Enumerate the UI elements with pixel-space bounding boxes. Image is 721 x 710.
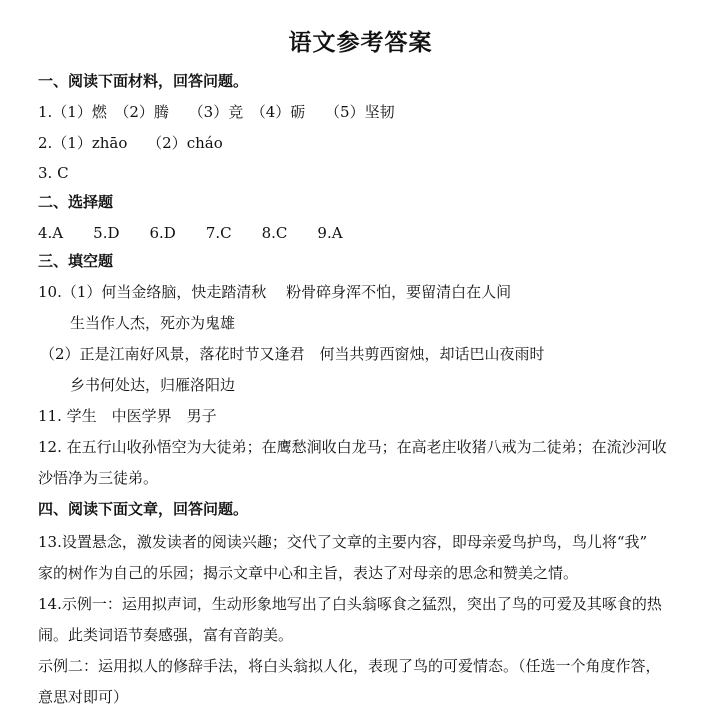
answer-q10-line-1: 10.（1）何当金络脑，快走踏清秋 粉骨碎身浑不怕，要留清白在人间 (38, 283, 512, 301)
section-4-heading: 四、阅读下面文章，回答问题。 (38, 500, 249, 518)
answer-q13-line-2: 家的树作为自己的乐园；揭示文章中心和主旨，表达了对母亲的思念和赞美之情。 (38, 564, 579, 582)
answer-q1: 1.（1）燃 （2）腾 （3）竞 （4）砺 （5）坚韧 (38, 103, 395, 121)
answer-q14-line-3: 示例二：运用拟人的修辞手法，将白头翁拟人化，表现了鸟的可爱情态。（任选一个角度作答， (38, 657, 661, 675)
answer-q12-line-1: 12. 在五行山收孙悟空为大徒弟；在鹰愁涧收白龙马；在高老庄收猪八戒为二徒弟；在流沙河收 (38, 438, 667, 456)
page-title: 语文参考答案 (288, 30, 433, 56)
answer-q10-line-3: （2）正是江南好风景，落花时节又逢君 何当共剪西窗烛，却话巴山夜雨时 (40, 345, 545, 363)
answer-q2: 2.（1）zhāo （2）cháo (38, 134, 223, 152)
section-2-heading: 二、选择题 (38, 193, 114, 211)
answer-q10-line-4: 乡书何处达，归雁洛阳边 (70, 376, 236, 394)
answer-q14-line-4: 意思对即可） (38, 688, 129, 706)
answer-q12-line-2: 沙悟净为三徒弟。 (38, 469, 159, 487)
section-1-heading: 一、阅读下面材料，回答问题。 (38, 72, 249, 90)
answer-q14-line-2: 闹。此类词语节奏感强，富有音韵美。 (38, 626, 294, 644)
answer-q10-line-2: 生当作人杰，死亦为鬼雄 (70, 314, 236, 332)
answer-q13-line-1: 13.设置悬念，激发读者的阅读兴趣；交代了文章的主要内容，即母亲爱鸟护鸟，鸟儿将“我” (38, 533, 648, 551)
answer-q14-line-1: 14.示例一：运用拟声词，生动形象地写出了白头翁啄食之猛烈，突出了鸟的可爱及其啄食的热 (38, 595, 662, 613)
answer-q3: 3. C (38, 164, 69, 182)
answer-q4-q9: 4.A 5.D 6.D 7.C 8.C 9.A (38, 224, 343, 242)
section-3-heading: 三、填空题 (38, 252, 114, 270)
answer-q11: 11. 学生 中医学界 男子 (38, 407, 217, 425)
